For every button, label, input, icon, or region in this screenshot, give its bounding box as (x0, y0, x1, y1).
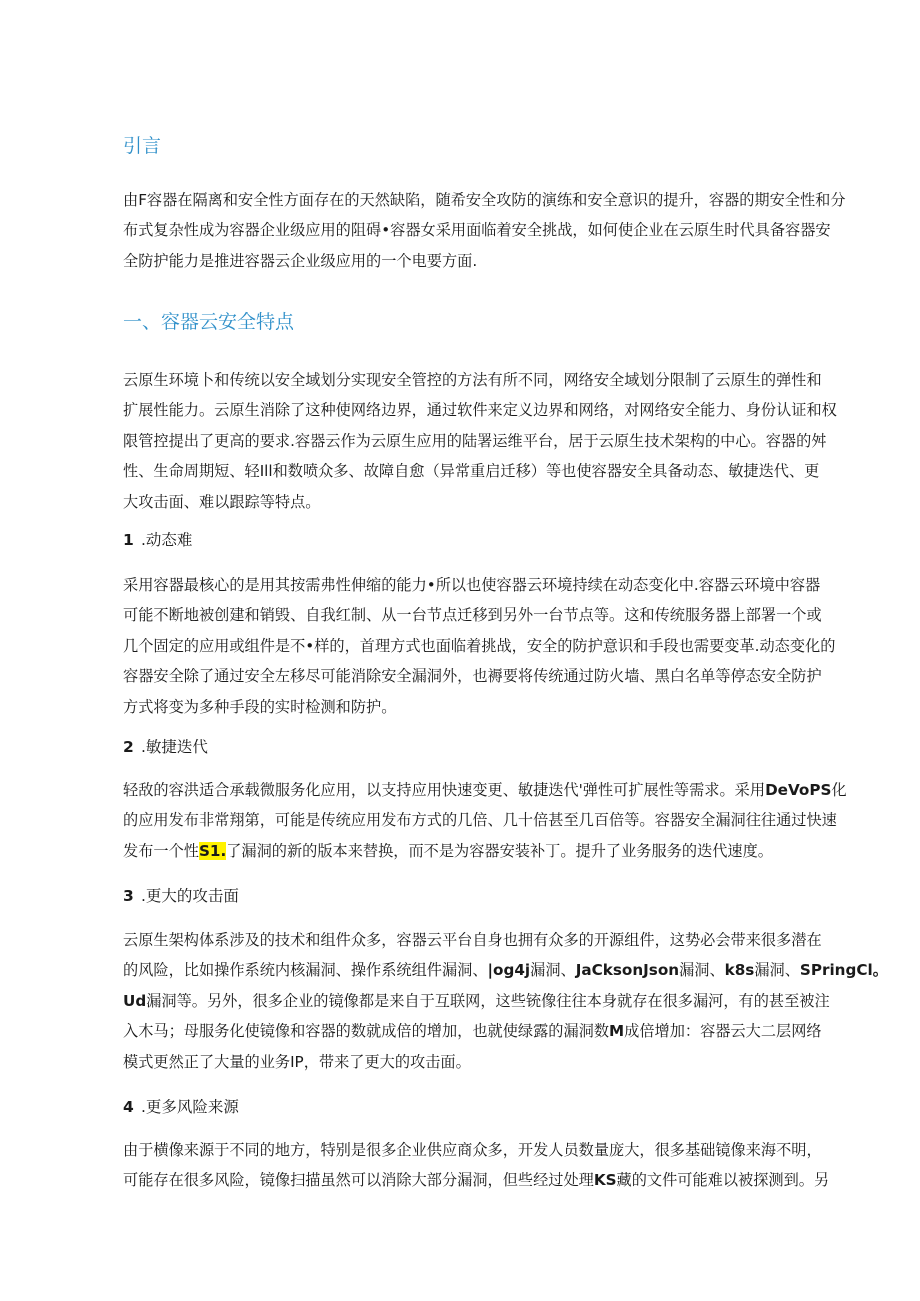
item4-title: .更多风险来源 (141, 1098, 239, 1116)
item2-line-1 (123, 775, 847, 805)
item3-title: .更大的攻击面 (141, 887, 239, 905)
item1-line-1: 采用容器最核心的是用其按需弗性伸缩的能力•所以也使容器云环境持续在动态变化中.容器云环境中容器 (123, 576, 821, 594)
item2-number: 2 (123, 738, 134, 756)
item2-line-1-text: 轻敌的容洪适合承载微服务化应用，以支持应用快速变更、敏捷迭代'弹性可扩展性等需求。采用 (123, 781, 766, 799)
springcloud-term: SPringCl。 (799, 961, 888, 980)
item2-line-3-end: 了漏洞的新的版本来替换，而不是为容器安装补丁。提升了业务服务的迭代速度。 (226, 841, 773, 860)
section1-heading: 一、容器云安全特点 (123, 311, 295, 333)
item1-line-5: 方式将变为多种手段的实时检测和防护。 (123, 697, 397, 716)
item4-line-1: 由于横像来源于不同的地方，特别是很多企业供应商众多，开发人员数量庞大，很多基础镜像来海不明， (123, 1141, 822, 1159)
item3-line-4-end: 成倍增加：容器云大二层网络 (624, 1022, 822, 1041)
item2-title: .敏捷迭代 (141, 738, 208, 756)
item3-line-2 (123, 955, 888, 985)
item3-sep-1: 漏洞、 (530, 961, 576, 980)
item2-heading (123, 735, 208, 757)
item3-line-2-text: 的风险，比如操作系统内核漏洞、操作系统组件漏洞、 (123, 961, 488, 980)
section1-line-4: 性、生命周期短、轻Ill和数喷众多、故障自愈（异常重启迁移）等也使容器安全具备动态、敏捷迭代、更 (123, 462, 820, 481)
intro-line-2: 布式复杂性成为容器企业级应用的阻碍•容器女采用面临着安全挑战，如何使企业在云原生时代具备容器安 (123, 221, 831, 240)
item3-line-3-text: 漏洞等。另外，很多企业的镜像都是来自于互联网，这些铳像往往本身就存在很多漏河，有的甚至被注 (146, 991, 830, 1010)
item3-line-4 (123, 1016, 843, 1046)
section1-line-3: 限管控提出了更高的要求.容器云作为云原生应用的陆署运维平台，居于云原生技术架构的中心。容器的舛 (123, 431, 827, 450)
item4-line-2-text: 可能存在很多风险，镜像扫描虽然可以消除大部分漏洞，但些经过处理 (123, 1171, 594, 1190)
item3-heading (123, 884, 239, 906)
item3-line-1: 云原生架构体系涉及的技术和组件众多，容器云平台自身也拥有众多的开源组件，这势必会带来很多潜在 (123, 931, 822, 949)
section1-line-5: 大攻击面、难以跟踪等特点。 (123, 492, 321, 511)
item2-line-3 (123, 836, 843, 866)
item4-paragraph (123, 1135, 843, 1196)
item2-line-2: 的应用发布非常翔第，可能是传统应用发布方式的几倍、几十倍甚至几百倍等。容器安全漏洞往往通过快速 (123, 811, 837, 830)
m-term: M (609, 1022, 625, 1041)
item4-line-2-end: 藏的文件可能难以被探测到。另 (616, 1171, 830, 1190)
item3-paragraph (123, 925, 888, 1077)
section1-line-2: 扩展性能力。云原生消除了这种使网络边界，通过软件来定义边界和网络，对网络安全能力、身份认证和权 (123, 401, 837, 420)
item3-line-3 (123, 986, 843, 1016)
highlighted-text: S1. (198, 841, 227, 860)
item4-line-2 (123, 1165, 843, 1195)
item3-number: 3 (123, 887, 134, 905)
item2-paragraph (123, 775, 847, 866)
item1-number: 1 (123, 531, 134, 549)
intro-heading: 引言 (123, 135, 162, 157)
item4-heading (123, 1095, 239, 1117)
item3-line-5: 模式更然正了大量的业务IP，带来了更大的攻击面。 (123, 1052, 471, 1071)
section1-line-1: 云原生环境卜和传统以安全域划分实现安全管控的方法有所不同，网络安全域划分限制了云原生的弹性和 (123, 371, 822, 389)
item3-sep-2: 漏洞、 (679, 961, 725, 980)
item3-line-4-text: 入木马；母服务化使镜像和容器的数就成倍的增加，也就使绿露的漏洞数 (123, 1022, 609, 1041)
item3-sep-3: 漏洞、 (754, 961, 800, 980)
item2-devops-term: DeVoPS (765, 781, 832, 799)
k8s-term: k8s (724, 961, 755, 980)
ks-term: KS (593, 1171, 617, 1190)
ud-term: Ud (123, 991, 147, 1010)
item1-paragraph (123, 570, 843, 722)
item4-number: 4 (123, 1098, 134, 1116)
item1-line-2: 可能不断地被创建和销毁、自我红制、从一台节点迁移到另外一台节点等。这和传统服务器上部署一个或 (123, 606, 822, 625)
item2-line-1-end: 化 (831, 781, 847, 799)
intro-line-3: 全防护能力是推进容器云企业级应用的一个电要方面. (123, 251, 478, 270)
item1-heading (123, 528, 192, 550)
intro-paragraph (123, 185, 846, 276)
log4j-term: |og4j (487, 961, 531, 980)
item1-line-3: 几个固定的应用或组件是不•样的，首理方式也面临着挑战，安全的防护意识和手段也需要变革.动态变化的 (123, 636, 836, 655)
item1-title: .动态难 (141, 531, 193, 549)
item2-line-3-text: 发布一个性 (123, 841, 199, 860)
jackson-term: JaCksonJson (575, 961, 680, 980)
section1-paragraph (123, 365, 843, 517)
item1-line-4: 容器安全除了通过安全左移尽可能消除安全漏洞外，也褥要将传统通过防火墙、黑白名单等停态安全防护 (123, 667, 822, 686)
intro-line-1: 由F容器在隔离和安全性方面存在的天然缺陷，随希安全攻防的演练和安全意识的提升，容器的期安全性和分 (123, 191, 846, 209)
